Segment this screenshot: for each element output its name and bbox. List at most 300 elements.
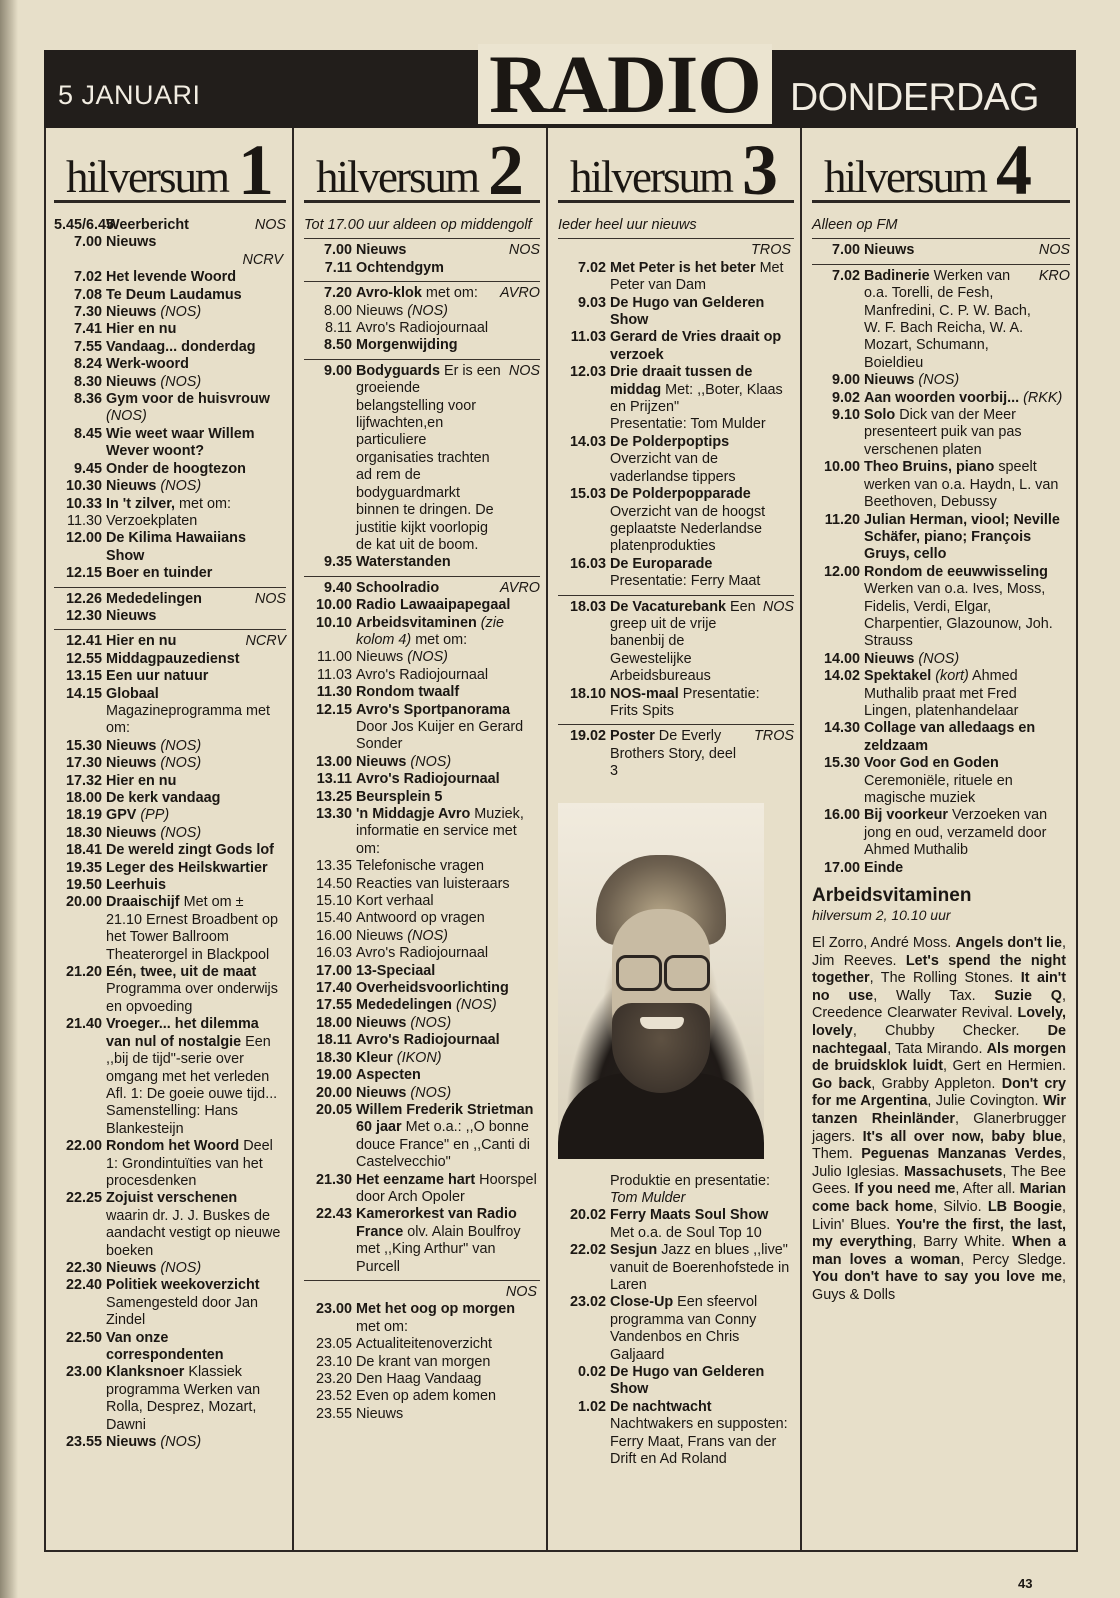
program-time: 15.03 [569, 486, 606, 503]
program-details [356, 1371, 540, 1388]
song-title: When a man loves a woman [812, 1234, 1066, 1268]
broadcaster-tag: TROS [754, 728, 794, 745]
program-time: 8.24 [73, 356, 102, 373]
song-artist: , After all. [955, 1181, 1020, 1198]
program-row [558, 1173, 794, 1208]
program-details [610, 1364, 794, 1399]
program-description: Telefonische vragen [356, 858, 484, 875]
song-artist: , Chubby Checker. [852, 1023, 1048, 1039]
program-time: 12.00 [65, 530, 102, 547]
program-title: Badinerie [864, 267, 930, 284]
program-description: Ahmed Muthalib praat met Fred Lingen, platenhandelaar [864, 668, 1019, 719]
program-details [356, 1388, 540, 1405]
program-row [54, 877, 286, 894]
program-note: (RKK) [1023, 389, 1063, 406]
program-row [558, 728, 794, 780]
program-details [610, 1294, 794, 1364]
program-row [54, 894, 286, 964]
program-title: Einde [864, 859, 904, 876]
program-time: 7.00 [73, 234, 102, 251]
program-note: (NOS) [407, 927, 448, 944]
program-title: Poster [610, 728, 655, 745]
program-time: 12.00 [823, 563, 860, 580]
program-description: De Everly Brothers Story, deel 3 [610, 728, 737, 780]
program-description: Overzicht van de vaderlandse tippers [610, 451, 736, 485]
program-details [106, 633, 241, 650]
program-details [106, 1190, 286, 1260]
program-time: 9.03 [577, 294, 606, 311]
song-title: Let's spend the night together [812, 952, 1066, 987]
program-details [864, 720, 1070, 755]
program-details [864, 860, 1070, 877]
program-row [54, 478, 286, 495]
divider [558, 595, 794, 596]
song-title: Angels don't lie [955, 935, 1063, 952]
song-artist: , Grabby Appleton. [871, 1075, 1002, 1092]
station-heading [812, 130, 1070, 210]
program-title: Arbeidsvitaminen [356, 614, 477, 631]
program-note: (NOS) [160, 737, 202, 754]
divider [812, 264, 1070, 265]
program-title: Hier en nu [106, 772, 177, 789]
program-title: Overheidsvoorlichting [356, 980, 509, 997]
broadcaster-tag: NOS [762, 598, 794, 615]
program-title: De wereld zingt Gods lof [106, 842, 274, 859]
program-row [304, 303, 540, 320]
header-title: RADIO [478, 44, 772, 124]
program-time: 11.03 [570, 329, 606, 346]
program-note: (NOS) [410, 753, 452, 770]
song-title: You're the first, the last, my everything [812, 1216, 1067, 1251]
program-time: 11.30 [67, 512, 102, 529]
program-description: Nachtwakers en supposten: Ferry Maat, Frans van der Drift en Ad Roland [610, 1416, 788, 1468]
divider [304, 576, 540, 577]
program-time: 8.36 [73, 391, 102, 408]
program-row [304, 1032, 540, 1049]
program-row [54, 633, 286, 650]
program-description: speelt werken van o.a. Haydn, L. van Beethoven, Debussy [864, 459, 1059, 511]
program-row [304, 684, 540, 701]
program-title: Hier en nu [106, 321, 177, 338]
program-description: Kort verhaal [356, 893, 434, 910]
program-details [356, 1172, 540, 1207]
program-time: 9.10 [831, 407, 860, 424]
program-details [106, 530, 286, 565]
program-note: (NOS) [160, 478, 202, 495]
program-time: 14.03 [569, 433, 606, 450]
program-title: Te Deum Laudamus [106, 286, 242, 303]
divider [304, 238, 540, 239]
program-title: Nieuws [106, 737, 157, 754]
song-title: Peguenas Manzanas Verdes [861, 1146, 1062, 1163]
program-time: 8.11 [325, 320, 352, 337]
program-title: Theo Bruins, piano [864, 459, 995, 476]
program-description: Door Jos Kuijer en Gerard Sonder [356, 718, 524, 753]
program-title: Julian Herman, viool; Neville Schäfer, piano; François Gruys, cello [864, 511, 1060, 563]
program-time: 15.10 [315, 893, 352, 910]
program-row [304, 242, 540, 259]
program-row [54, 287, 286, 304]
broadcaster-label: NOS [505, 1283, 537, 1300]
program-time: 16.00 [823, 807, 860, 824]
program-description: waarin dr. J. J. Buskes de aandacht vestigt op nieuwe boeken [106, 1207, 281, 1259]
feature-playlist [812, 935, 1070, 1304]
program-details [106, 321, 286, 338]
program-title: Aan woorden voorbij... [864, 389, 1020, 406]
program-row [54, 339, 286, 356]
station-word: hilversum [824, 152, 986, 202]
song-artist: , Gert en Hermien. [943, 1058, 1066, 1075]
song-artist: , The Rolling Stones. [869, 970, 1021, 987]
program-note: (NOS) [106, 408, 147, 425]
program-time: 17.32 [65, 772, 102, 789]
program-row [304, 1172, 540, 1207]
program-details [106, 374, 286, 391]
program-note: (NOS) [160, 1434, 202, 1451]
program-details [106, 1434, 286, 1451]
program-details [356, 1085, 540, 1102]
program-time: 7.41 [73, 321, 102, 338]
program-title: Leger des Heilskwartier [106, 859, 268, 876]
program-row [558, 1207, 794, 1242]
program-row [812, 564, 1070, 651]
program-time: 22.02 [569, 1242, 606, 1259]
program-row [54, 513, 286, 530]
program-details [106, 591, 251, 608]
program-list [54, 217, 286, 1451]
program-row [304, 580, 540, 597]
program-time: 18.10 [569, 685, 606, 702]
station-number: 3 [741, 130, 778, 210]
program-row [304, 1015, 540, 1032]
program-title: Nieuws [356, 1084, 407, 1101]
song-artist: , Percy Sledge. [960, 1251, 1066, 1268]
program-description: Met o.a. de Soul Top 10 [610, 1224, 762, 1241]
program-details [106, 1260, 286, 1277]
program-details [356, 910, 540, 927]
program-description: De krant van morgen [356, 1353, 491, 1370]
program-row [54, 496, 286, 513]
station-word: hilversum [316, 152, 478, 202]
program-row [304, 858, 540, 875]
program-note: (NOS) [160, 755, 202, 772]
program-note: (NOS) [918, 650, 960, 667]
program-details [610, 1207, 794, 1242]
program-row [54, 686, 286, 738]
program-details [106, 651, 286, 668]
program-details [106, 356, 286, 373]
program-details [356, 945, 540, 962]
program-title: Mededelingen [356, 997, 452, 1014]
program-description: Even op adem komen [356, 1388, 496, 1405]
program-details [610, 486, 794, 556]
program-details [356, 963, 540, 980]
program-details [106, 478, 286, 495]
program-row [54, 773, 286, 790]
program-details [106, 807, 286, 824]
program-details [356, 980, 540, 997]
program-row [304, 597, 540, 614]
program-details [864, 242, 1035, 259]
program-details [356, 242, 505, 259]
program-title: Avro's Radiojournaal [356, 771, 500, 788]
program-title: Het levende Woord [106, 269, 237, 286]
program-list [558, 1173, 794, 1469]
program-details [106, 217, 251, 234]
program-title: Weerbericht [106, 217, 189, 233]
program-time: 14.30 [823, 720, 860, 737]
program-description: Produktie en presentatie: [610, 1172, 770, 1189]
program-title: Spektakel [864, 668, 932, 685]
program-time: 12.15 [65, 565, 102, 582]
program-title: Vroeger... het dilemma van nul of nostalgie [106, 1016, 259, 1050]
program-row [304, 1406, 540, 1423]
program-time: 18.03 [569, 598, 606, 615]
program-note: (NOS) [410, 1084, 452, 1101]
program-row [304, 363, 540, 554]
program-time: 12.30 [65, 607, 102, 624]
program-row [558, 599, 794, 686]
program-description: Ceremoniële, rituele en magische muziek [864, 772, 1013, 806]
song-artist: , Barry White. [912, 1234, 1012, 1251]
program-time: 18.11 [316, 1032, 352, 1049]
program-title: Ferry Maats Soul Show [610, 1207, 769, 1224]
program-row [304, 1371, 540, 1388]
program-time: 23.00 [315, 1301, 352, 1318]
program-description: Antwoord op vragen [356, 910, 485, 927]
song-title: Massachusets [903, 1163, 1003, 1180]
program-title: Draaischijf [106, 894, 180, 911]
program-details [106, 461, 286, 478]
program-row [304, 945, 540, 962]
song-title: Als morgen de bruidsklok luidt [812, 1040, 1066, 1075]
program-row [54, 738, 286, 755]
program-details [106, 894, 286, 964]
program-row [558, 1294, 794, 1364]
program-time: 17.55 [315, 997, 352, 1014]
feature-title: Arbeidsvitaminen [812, 885, 972, 907]
program-details [106, 825, 286, 842]
program-description: Jazz en blues ,,live" vanuit de Boerenhofstede in Laren [610, 1242, 790, 1294]
program-description: olv. Alain Boulfroy met ,,King Arthur" van Purcell [356, 1223, 521, 1275]
program-details [106, 565, 286, 582]
program-row [304, 997, 540, 1014]
program-title: Bodyguards [356, 362, 440, 379]
program-time: 8.30 [73, 373, 102, 390]
program-time: 14.00 [823, 650, 860, 667]
program-row [558, 1242, 794, 1294]
program-details [356, 667, 540, 684]
program-details [106, 877, 286, 894]
program-row [54, 790, 286, 807]
program-details [864, 372, 1070, 389]
program-details [610, 556, 794, 591]
program-time: 22.25 [65, 1190, 102, 1207]
program-row [558, 434, 794, 486]
program-title: Nieuws [106, 478, 157, 495]
program-details [106, 668, 286, 685]
program-title: Eén, twee, uit de maat [106, 964, 257, 981]
program-row [54, 269, 286, 286]
program-title: Avro's Sportpanorama [356, 701, 511, 718]
program-details [356, 1301, 540, 1336]
program-row [304, 1085, 540, 1102]
song-artist: , André Moss. [863, 935, 956, 952]
program-row [304, 615, 540, 650]
program-title: Willem Frederik Strietman 60 jaar [356, 1101, 534, 1136]
program-time: 23.02 [569, 1294, 606, 1311]
program-time: 8.45 [73, 425, 102, 442]
program-description: Avro's Radiojournaal [356, 666, 489, 683]
column-hilversum-3 [546, 128, 800, 1550]
program-details [106, 860, 286, 877]
program-description: Werken van o.a. Torelli, de Fesh, Manfredini, C. P. W. Bach, W. F. Bach Reicha, W. A. Mozart, Schumann, Boieldieu [864, 267, 1031, 371]
program-details [356, 1015, 540, 1032]
program-row [558, 295, 794, 330]
program-time: 9.40 [323, 579, 352, 596]
program-row [54, 304, 286, 321]
program-title: Nieuws [106, 824, 157, 841]
program-description: Een sfeervol programma van Conny Vandenbos en Chris Galjaard [610, 1294, 758, 1363]
station-word: hilversum [570, 152, 732, 202]
program-description: Met o.a.: ,,O bonne douce France" en ,,Canti di Castelvecchio" [356, 1119, 530, 1171]
program-title: Rondom twaalf [356, 684, 460, 701]
program-time: 19.00 [315, 1067, 352, 1084]
program-row [54, 1434, 286, 1451]
broadcaster-label: NCRV [242, 251, 283, 268]
broadcaster-tag: NOS [254, 590, 286, 607]
program-title: Aspecten [356, 1067, 421, 1084]
program-details [610, 295, 794, 330]
program-title: Mededelingen [106, 590, 202, 607]
program-row [54, 755, 286, 772]
program-title: De Polderpopparade [610, 486, 751, 503]
program-time: 7.02 [577, 259, 606, 276]
program-details [610, 329, 794, 364]
program-note: (NOS) [160, 304, 202, 321]
program-details [106, 1086, 286, 1103]
station-number: 2 [487, 130, 524, 210]
station-number: 1 [237, 130, 274, 210]
program-details [356, 893, 540, 910]
presenter-photo [558, 803, 764, 1159]
program-row [54, 1260, 286, 1277]
program-title: Nieuws [864, 372, 915, 389]
program-row [54, 374, 286, 391]
broadcaster-tag: AVRO [500, 285, 540, 302]
program-time: 12.15 [315, 701, 352, 718]
program-title: Nieuws [356, 927, 404, 944]
program-time: 0.02 [577, 1364, 606, 1381]
program-details [106, 1138, 286, 1190]
divider [558, 238, 794, 239]
broadcaster-tag: KRO [1038, 267, 1070, 284]
program-details [356, 754, 540, 771]
program-title: Van onze correspondenten [106, 1329, 224, 1363]
program-details [610, 416, 794, 433]
program-row [54, 1086, 286, 1103]
program-title: Bij voorkeur [864, 807, 948, 824]
program-details [864, 651, 1070, 668]
program-title: Solo [864, 407, 896, 424]
program-details [106, 686, 286, 738]
program-details [356, 858, 540, 875]
program-note: (NOS) [918, 372, 960, 389]
program-note: (NOS) [455, 997, 497, 1014]
program-row [812, 242, 1070, 259]
program-title: 'n Middagje Avro [356, 806, 471, 822]
program-title: De Hugo van Gelderen Show [610, 294, 765, 329]
program-time: 23.55 [315, 1405, 352, 1422]
program-title: Het eenzame hart [356, 1171, 476, 1188]
program-time: 17.00 [823, 859, 860, 876]
program-row [304, 876, 540, 893]
program-time: 18.00 [315, 1014, 352, 1031]
program-row [54, 565, 286, 582]
photo-glasses-left [616, 955, 662, 991]
station-word: hilversum [66, 152, 228, 202]
program-details [106, 513, 286, 530]
program-title: Met het oog op morgen [356, 1301, 516, 1318]
song-artist: , Jim Reeves. [812, 935, 1067, 969]
song-title: Wir tanzen Rheinländer [812, 1093, 1067, 1127]
program-description: Met om ± 21.10 Ernest Broadbent op het Tower Ballroom Theaterorgel in Blackpool [106, 894, 279, 963]
program-row [54, 591, 286, 608]
song-title: Marian come back home [812, 1181, 1066, 1215]
program-row [558, 1364, 794, 1399]
program-time: 13.30 [315, 806, 352, 822]
program-time: 20.02 [569, 1207, 606, 1224]
program-time: 7.30 [73, 304, 102, 321]
program-row [558, 364, 794, 416]
program-details [106, 842, 286, 859]
program-description: Den Haag Vandaag [356, 1371, 482, 1387]
song-title: Go back [812, 1075, 872, 1092]
program-title: Boer en tuinder [106, 565, 213, 582]
program-row [304, 806, 540, 858]
song-artist: , Guys & Dolls [812, 1269, 1066, 1303]
program-title: Avro's Radiojournaal [356, 1032, 500, 1049]
program-details [864, 668, 1070, 720]
song-artist: El Zorro [812, 935, 864, 952]
program-details [356, 285, 496, 302]
program-title: Nieuws [356, 302, 404, 319]
program-title: Zojuist verschenen [106, 1190, 238, 1207]
program-row [304, 554, 540, 571]
program-row [812, 860, 1070, 877]
program-row [304, 702, 540, 754]
program-details [356, 554, 540, 571]
program-title: Nieuws [106, 373, 157, 390]
divider [54, 629, 286, 630]
program-details [106, 426, 286, 461]
program-row [558, 329, 794, 364]
program-time: 15.40 [315, 910, 352, 927]
station-heading [304, 130, 540, 210]
program-time: 13.00 [315, 753, 352, 770]
program-title: Nieuws [106, 755, 157, 772]
program-title: Drie draait tussen de middag [610, 364, 753, 398]
program-time: 11.20 [824, 511, 860, 528]
program-details [356, 580, 496, 597]
program-row [304, 1102, 540, 1172]
program-time: 18.41 [65, 842, 102, 859]
program-row [54, 1190, 286, 1260]
program-details [106, 1330, 286, 1365]
program-title: Sesjun [610, 1242, 658, 1259]
program-time: 7.02 [73, 269, 102, 286]
program-time: 15.30 [65, 737, 102, 754]
